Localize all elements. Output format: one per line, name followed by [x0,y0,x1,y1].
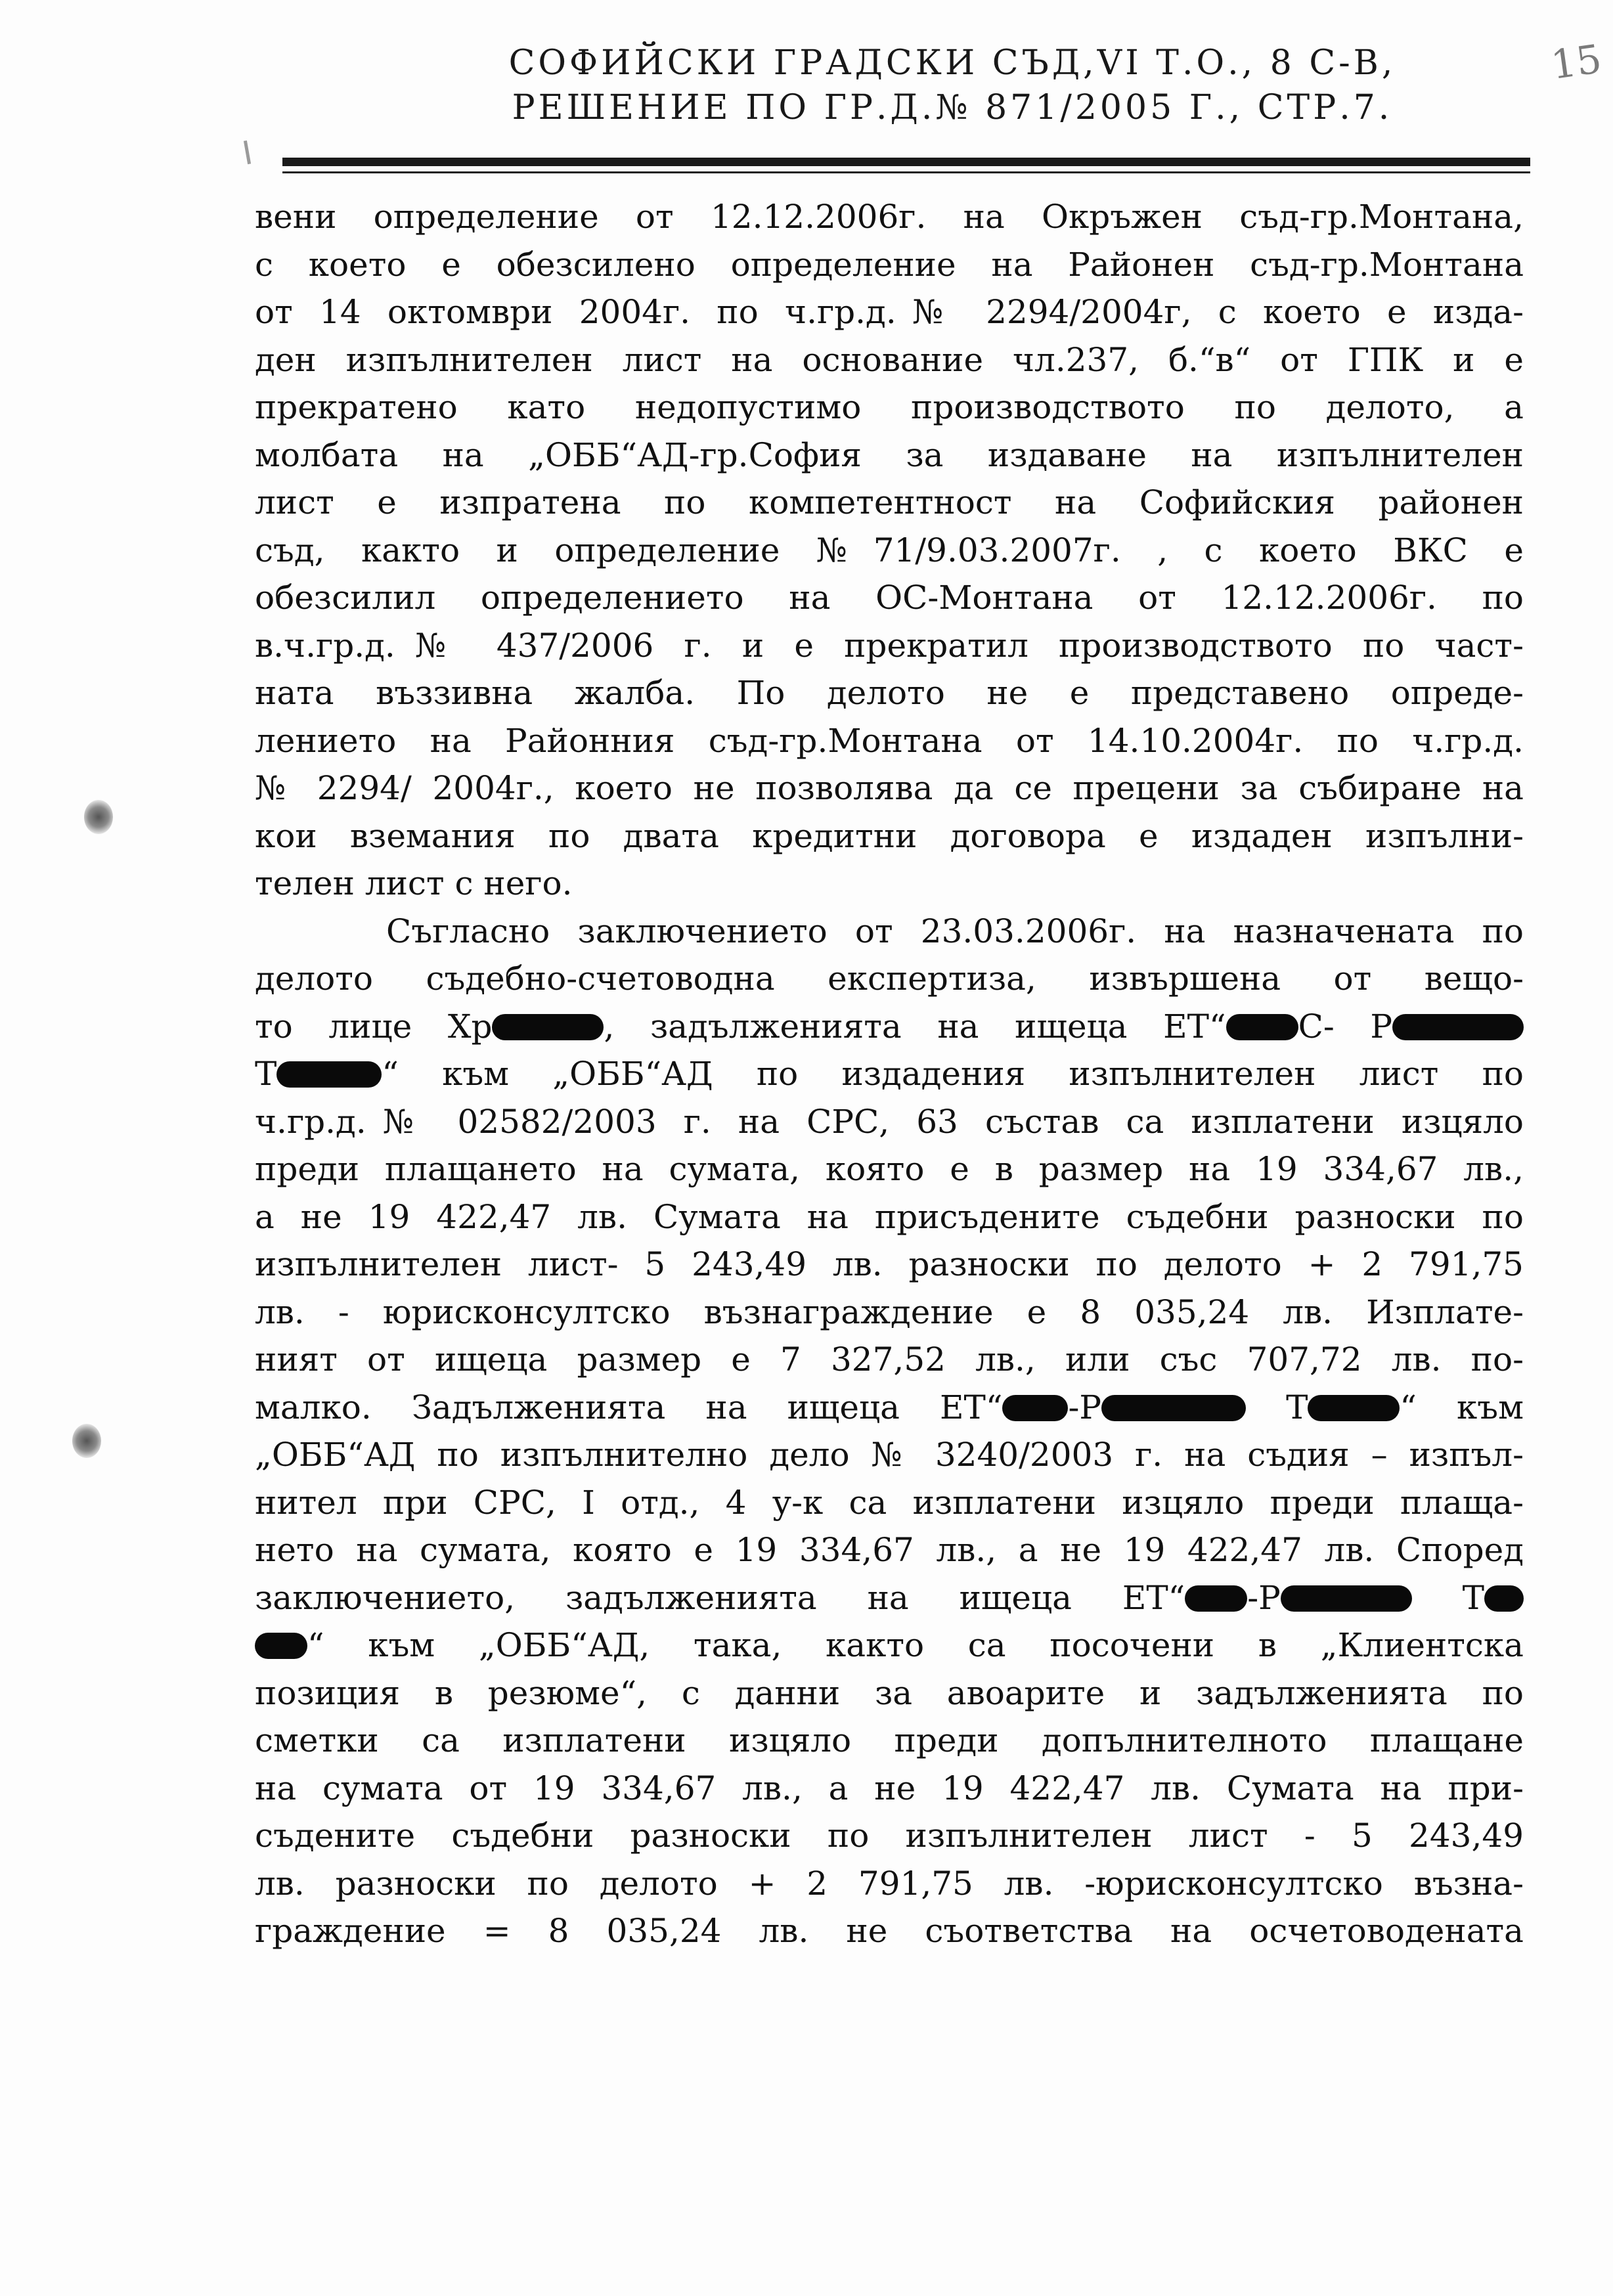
text-line [255,1384,1524,1432]
text-line: нето на сумата, която е 19 334,67 лв., а не 19 422,47 лв. Според [255,1531,1524,1569]
redaction-mark [255,1633,307,1659]
text-segment: Т [1411,1578,1484,1617]
text-line: а не 19 422,47 лв. Сумата на присъдените съдебни разноски по [255,1197,1524,1236]
text-line [255,1622,1524,1669]
redaction-mark [1281,1585,1412,1612]
text-line: прекратено като недопустимо производството по делото, а [255,388,1524,426]
text-line [255,1003,1524,1051]
redaction-mark [1226,1014,1298,1040]
text-segment: , задълженията на ищеца ЕТ“ [604,1007,1226,1046]
page-header [499,41,1405,130]
redaction-mark [1392,1014,1524,1040]
header-case-line: РЕШЕНИЕ ПО ГР.Д.№ 871/2005 Г., СТР.7. [512,88,1393,127]
text-line: обезсилил определението на ОС-Монтана от 12.12.2006г. по [255,579,1524,617]
redaction-mark [492,1014,604,1040]
text-line: лението на Районния съд-гр.Монтана от 14.10.2004г. по ч.гр.д. [255,721,1524,760]
punch-hole-top [84,800,113,834]
text-line: съд, както и определение №71/9.03.2007г. , с което ВКС е [255,531,1524,569]
text-segment: Т [1246,1388,1308,1426]
text-line: съдените съдебни разноски по изпълнителен лист - 5 243,49 [255,1817,1524,1855]
text-line: вени определение от 12.12.2006г. на Окръжен съд-гр.Монтана, [255,198,1524,236]
text-segment: то лице Хр [255,1007,493,1046]
text-segment: С- Р [1298,1007,1392,1046]
text-line: изпълнителен лист- 5 243,49 лв. разноски по делото + 2 791,75 [255,1245,1524,1283]
text-line: от 14 октомври 2004г. по ч.гр.д.№ 2294/2004г, с което е изда- [255,293,1524,331]
redaction-mark [1101,1395,1246,1421]
text-segment: -Р [1068,1388,1101,1426]
paragraph-start-line: Съгласно заключението от 23.03.2006г. на назначената по [386,912,1524,950]
text-segment: “ към „ОББ“АД, така, както са посочени в „Клиентска [307,1626,1524,1664]
header-rule-thin [282,171,1530,173]
text-line: позиция в резюме“, с данни за авоарите и задълженията по [255,1673,1524,1712]
text-line: „ОББ“АД по изпълнително дело № 3240/2003 г. на съдия – изпъл- [255,1436,1524,1474]
text-line: с което е обезсилено определение на Районен съд-гр.Монтана [255,245,1524,284]
text-segment: заключението, задълженията на ищеца ЕТ“ [255,1578,1185,1617]
text-line: лв. - юрисконсултско възнаграждение е 8 035,24 лв. Изплате- [255,1292,1524,1331]
text-line: ният от ищеца размер е 7 327,52 лв., или със 707,72 лв. по- [255,1340,1524,1379]
redaction-mark [1484,1585,1524,1612]
text-line: телен лист с него. [255,864,573,902]
text-line: граждение = 8 035,24 лв. не съответства на осчетоводената [255,1912,1524,1950]
text-segment: “ към „ОББ“АД по издадения изпълнителен лист по [382,1055,1524,1093]
header-rule-thick [282,158,1530,166]
redaction-mark [1308,1395,1400,1421]
punch-hole-bottom [72,1424,101,1458]
redaction-mark [276,1061,382,1088]
redaction-mark [1185,1585,1247,1612]
text-segment: “ към [1400,1388,1524,1426]
text-line: лист е изпратена по компетентност на Софийския районен [255,483,1524,521]
document-body [255,193,1524,1955]
text-line: на сумата от 19 334,67 лв., а не 19 422,47 лв. Сумата на при- [255,1769,1524,1807]
text-line: ден изпълнителен лист на основание чл.237, б.“в“ от ГПК и е [255,340,1524,379]
text-line [255,1050,1524,1098]
text-segment: -Р [1247,1578,1281,1617]
text-line: нител при СРС, I отд., 4 у-к са изплатени изцяло преди плаща- [255,1483,1524,1522]
text-line: № 2294/ 2004г., което не позволява да се прецени за събиране на [255,769,1524,807]
text-line: молбата на „ОББ“АД-гр.София за издаване на изпълнителен [255,435,1524,474]
text-line: кои вземания по двата кредитни договора е издаден изпълни- [255,816,1524,855]
text-line: в.ч.гр.д.№ 437/2006 г. и е прекратил производството по част- [255,626,1524,665]
text-line: ч.гр.д.№ 02582/2003 г. на СРС, 63 състав са изплатени изцяло [255,1102,1524,1141]
redaction-mark [1002,1395,1068,1421]
text-line: ната въззивна жалба. По делото не е представено опреде- [255,674,1524,712]
margin-tick-mark [244,141,251,164]
text-line: преди плащането на сумата, която е в размер на 19 334,67 лв., [255,1150,1524,1188]
text-line: лв. разноски по делото + 2 791,75 лв. -юрисконсултско възна- [255,1864,1524,1903]
text-line [255,1574,1524,1622]
handwritten-page-number: 15 [1548,36,1604,89]
text-segment: малко. Задълженията на ищеца ЕТ“ [255,1388,1003,1426]
text-line: делото съдебно-счетоводна експертиза, извършена от вещо- [255,960,1524,998]
text-segment: Т [255,1055,277,1093]
header-court-line: СОФИЙСКИ ГРАДСКИ СЪД,VI Т.О., 8 С-В, [508,43,1396,83]
text-line: сметки са изплатени изцяло преди допълнителното плащане [255,1721,1524,1759]
